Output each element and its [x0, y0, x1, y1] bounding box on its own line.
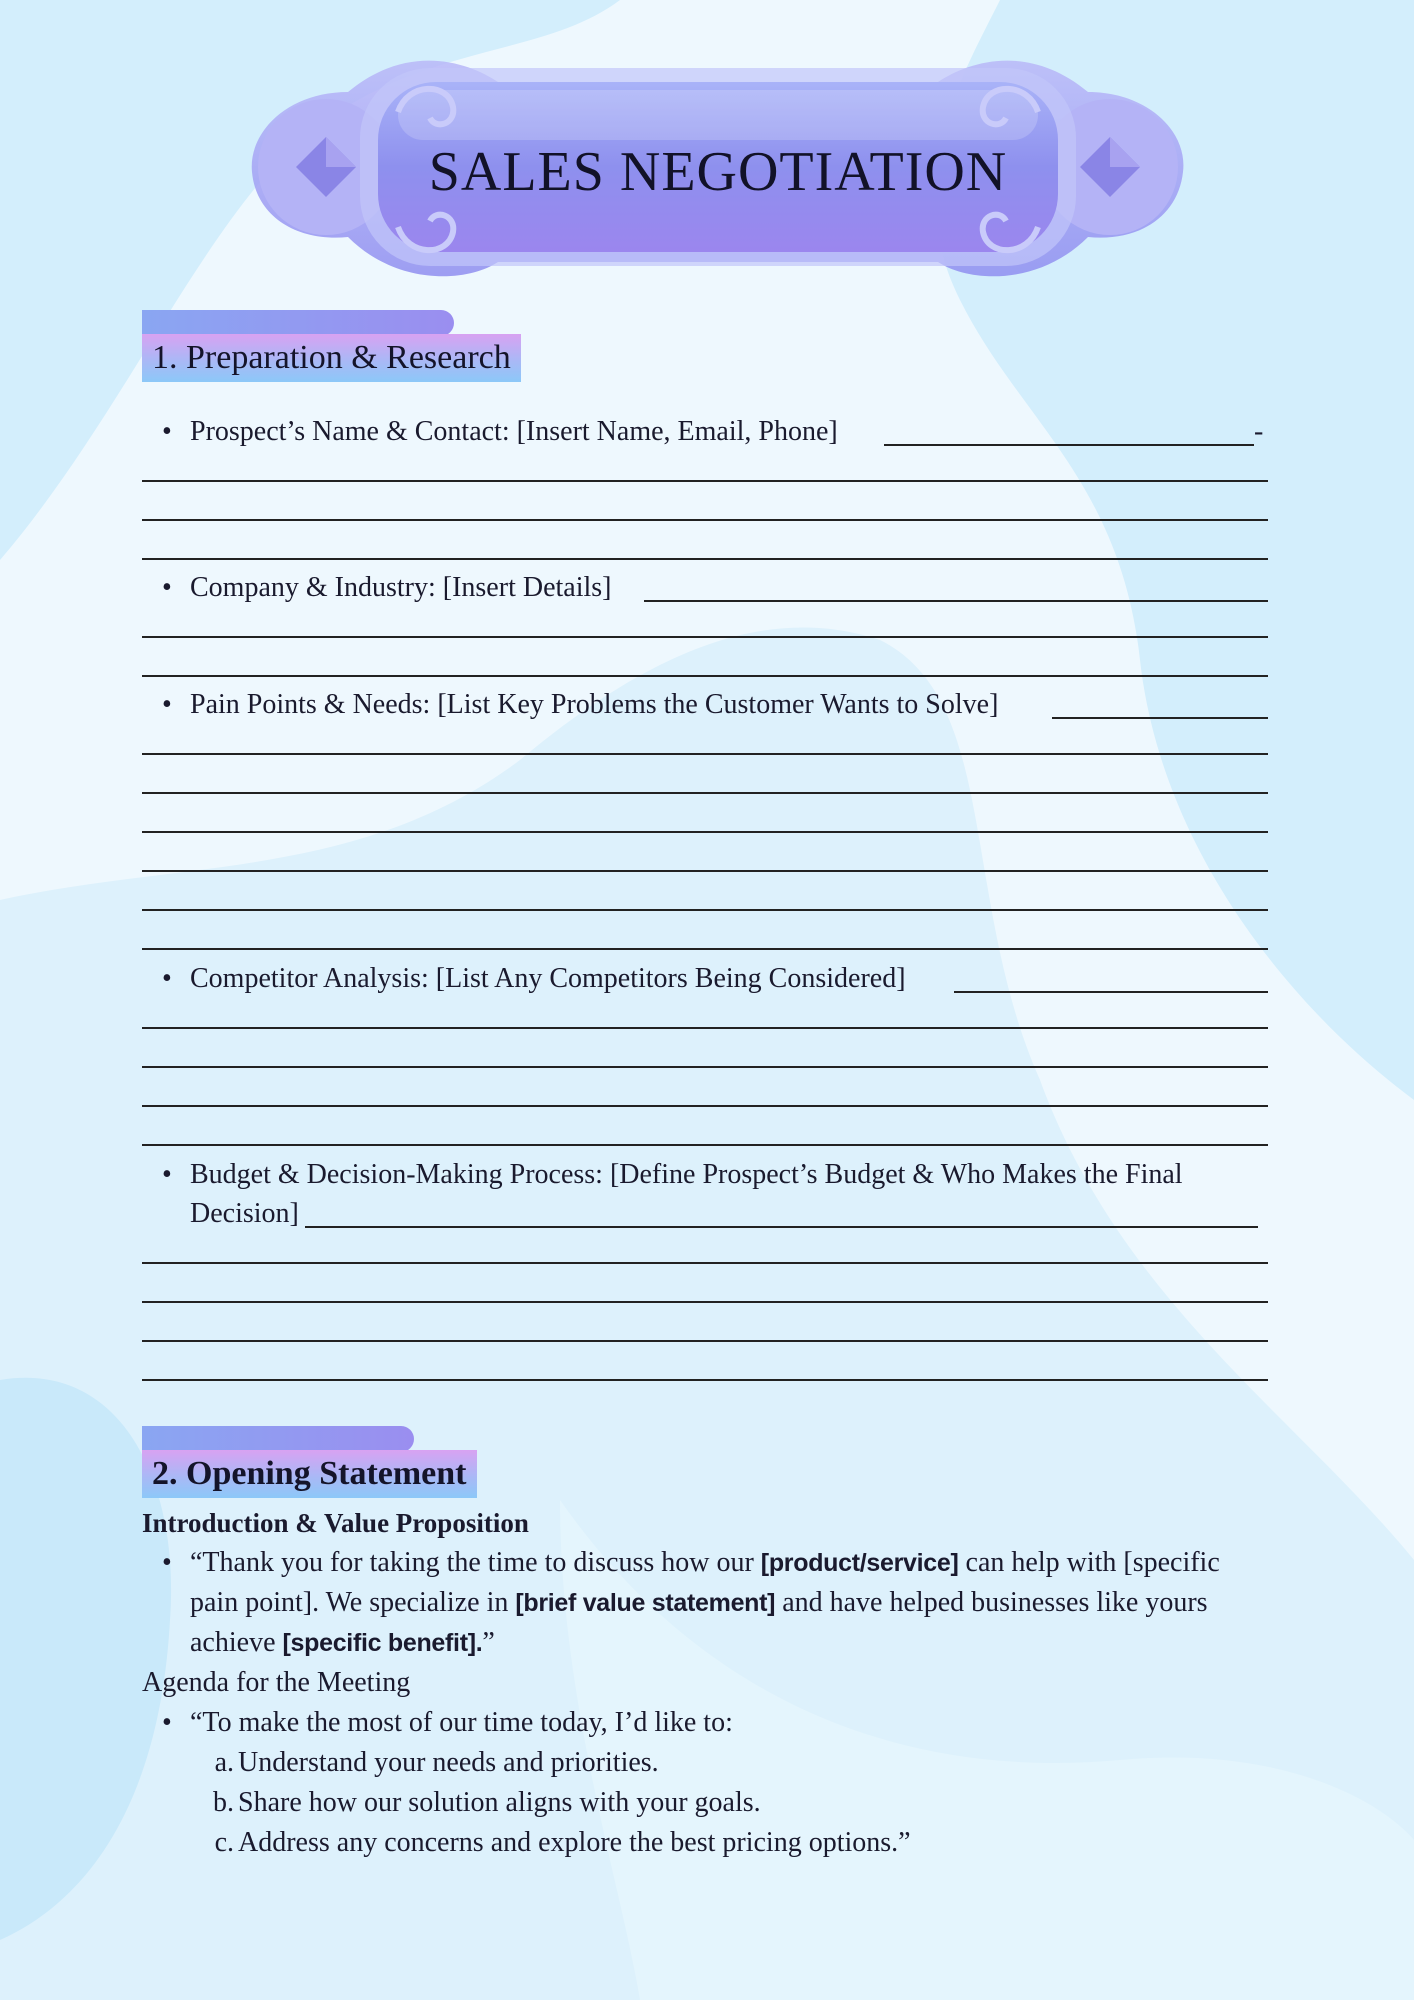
quote-line-1	[162, 1543, 1220, 1583]
answer-line[interactable]	[142, 1379, 1268, 1381]
agenda-letter: a.	[214, 1747, 234, 1778]
quote-text: “Thank you for taking the time to discuss how our	[190, 1547, 761, 1578]
agenda-letter: c.	[214, 1827, 234, 1858]
quote-text: can help with [specific	[958, 1547, 1220, 1578]
title-banner	[248, 52, 1188, 286]
answer-line[interactable]	[142, 636, 1268, 638]
answer-line[interactable]	[954, 991, 1268, 993]
answer-line[interactable]	[884, 444, 1254, 446]
answer-line[interactable]	[644, 600, 1268, 602]
list-item	[162, 959, 906, 999]
agenda-text: Share how our solution aligns with your goals.	[238, 1787, 761, 1818]
answer-line[interactable]	[142, 831, 1268, 833]
bullet-icon: •	[162, 963, 172, 994]
quote-text: ”	[482, 1627, 495, 1658]
bullet-icon: •	[162, 1547, 172, 1578]
quote-text: achieve	[190, 1627, 283, 1658]
agenda-item	[204, 1743, 659, 1783]
bullet-icon: •	[162, 1707, 172, 1738]
answer-line[interactable]	[142, 870, 1268, 872]
item-label-continued: Decision]	[190, 1198, 299, 1229]
answer-line[interactable]	[142, 948, 1268, 950]
quote-line-3	[190, 1623, 495, 1663]
answer-line[interactable]	[142, 519, 1268, 521]
line-tail: -	[1254, 416, 1264, 447]
item-label: Pain Points & Needs: [List Key Problems the Customer Wants to Solve]	[190, 689, 999, 720]
quote-line-2	[190, 1583, 1208, 1623]
quote-text: pain point]. We specialize in	[190, 1587, 516, 1618]
agenda-item	[204, 1783, 761, 1823]
answer-line[interactable]	[142, 1340, 1268, 1342]
answer-line[interactable]	[142, 1066, 1268, 1068]
quote-text: and have helped businesses like yours	[775, 1587, 1208, 1618]
answer-line[interactable]	[142, 1027, 1268, 1029]
bullet-icon: •	[162, 1159, 172, 1190]
quote-emphasis: [brief value statement]	[515, 1589, 776, 1617]
answer-line[interactable]	[142, 558, 1268, 560]
quote-emphasis: [specific benefit].	[282, 1629, 483, 1657]
section-1-accent-bar	[142, 310, 454, 336]
list-item	[162, 568, 611, 608]
answer-line[interactable]	[142, 1105, 1268, 1107]
section-2-heading: 2. Opening Statement	[142, 1450, 477, 1498]
page-title: SALES NEGOTIATION	[428, 141, 1008, 203]
bullet-icon: •	[162, 572, 172, 603]
answer-line[interactable]	[305, 1226, 1258, 1228]
item-label: Competitor Analysis: [List Any Competitors Being Considered]	[190, 963, 906, 994]
answer-line[interactable]	[142, 675, 1268, 677]
answer-line[interactable]	[142, 1262, 1268, 1264]
agenda-item	[204, 1823, 911, 1863]
quote-emphasis: [product/service]	[760, 1549, 959, 1577]
answer-line[interactable]	[142, 792, 1268, 794]
answer-line[interactable]	[142, 909, 1268, 911]
agenda-text: Understand your needs and priorities.	[238, 1747, 659, 1778]
answer-line[interactable]	[142, 753, 1268, 755]
answer-line[interactable]	[142, 1144, 1268, 1146]
agenda-intro	[162, 1703, 733, 1743]
agenda-letter: b.	[213, 1787, 234, 1818]
answer-line[interactable]	[1052, 717, 1268, 719]
bullet-icon: •	[162, 416, 172, 447]
agenda-heading: Agenda for the Meeting	[142, 1667, 411, 1698]
section-1-heading: 1. Preparation & Research	[142, 334, 521, 382]
agenda-text: Address any concerns and explore the best pricing options.”	[238, 1827, 911, 1858]
item-label: Company & Industry: [Insert Details]	[190, 572, 612, 603]
list-item	[162, 1155, 1183, 1195]
agenda-intro-text: “To make the most of our time today, I’d like to:	[190, 1707, 733, 1738]
intro-heading: Introduction & Value Proposition	[142, 1508, 529, 1538]
bullet-icon: •	[162, 689, 172, 720]
item-label: Prospect’s Name & Contact: [Insert Name, Email, Phone]	[190, 416, 838, 447]
answer-line[interactable]	[142, 480, 1268, 482]
item-label: Budget & Decision-Making Process: [Define Prospect’s Budget & Who Makes the Final	[190, 1159, 1183, 1190]
section-2-accent-bar	[142, 1426, 414, 1452]
answer-line[interactable]	[142, 1301, 1268, 1303]
list-item	[162, 685, 998, 725]
list-item	[162, 412, 838, 452]
